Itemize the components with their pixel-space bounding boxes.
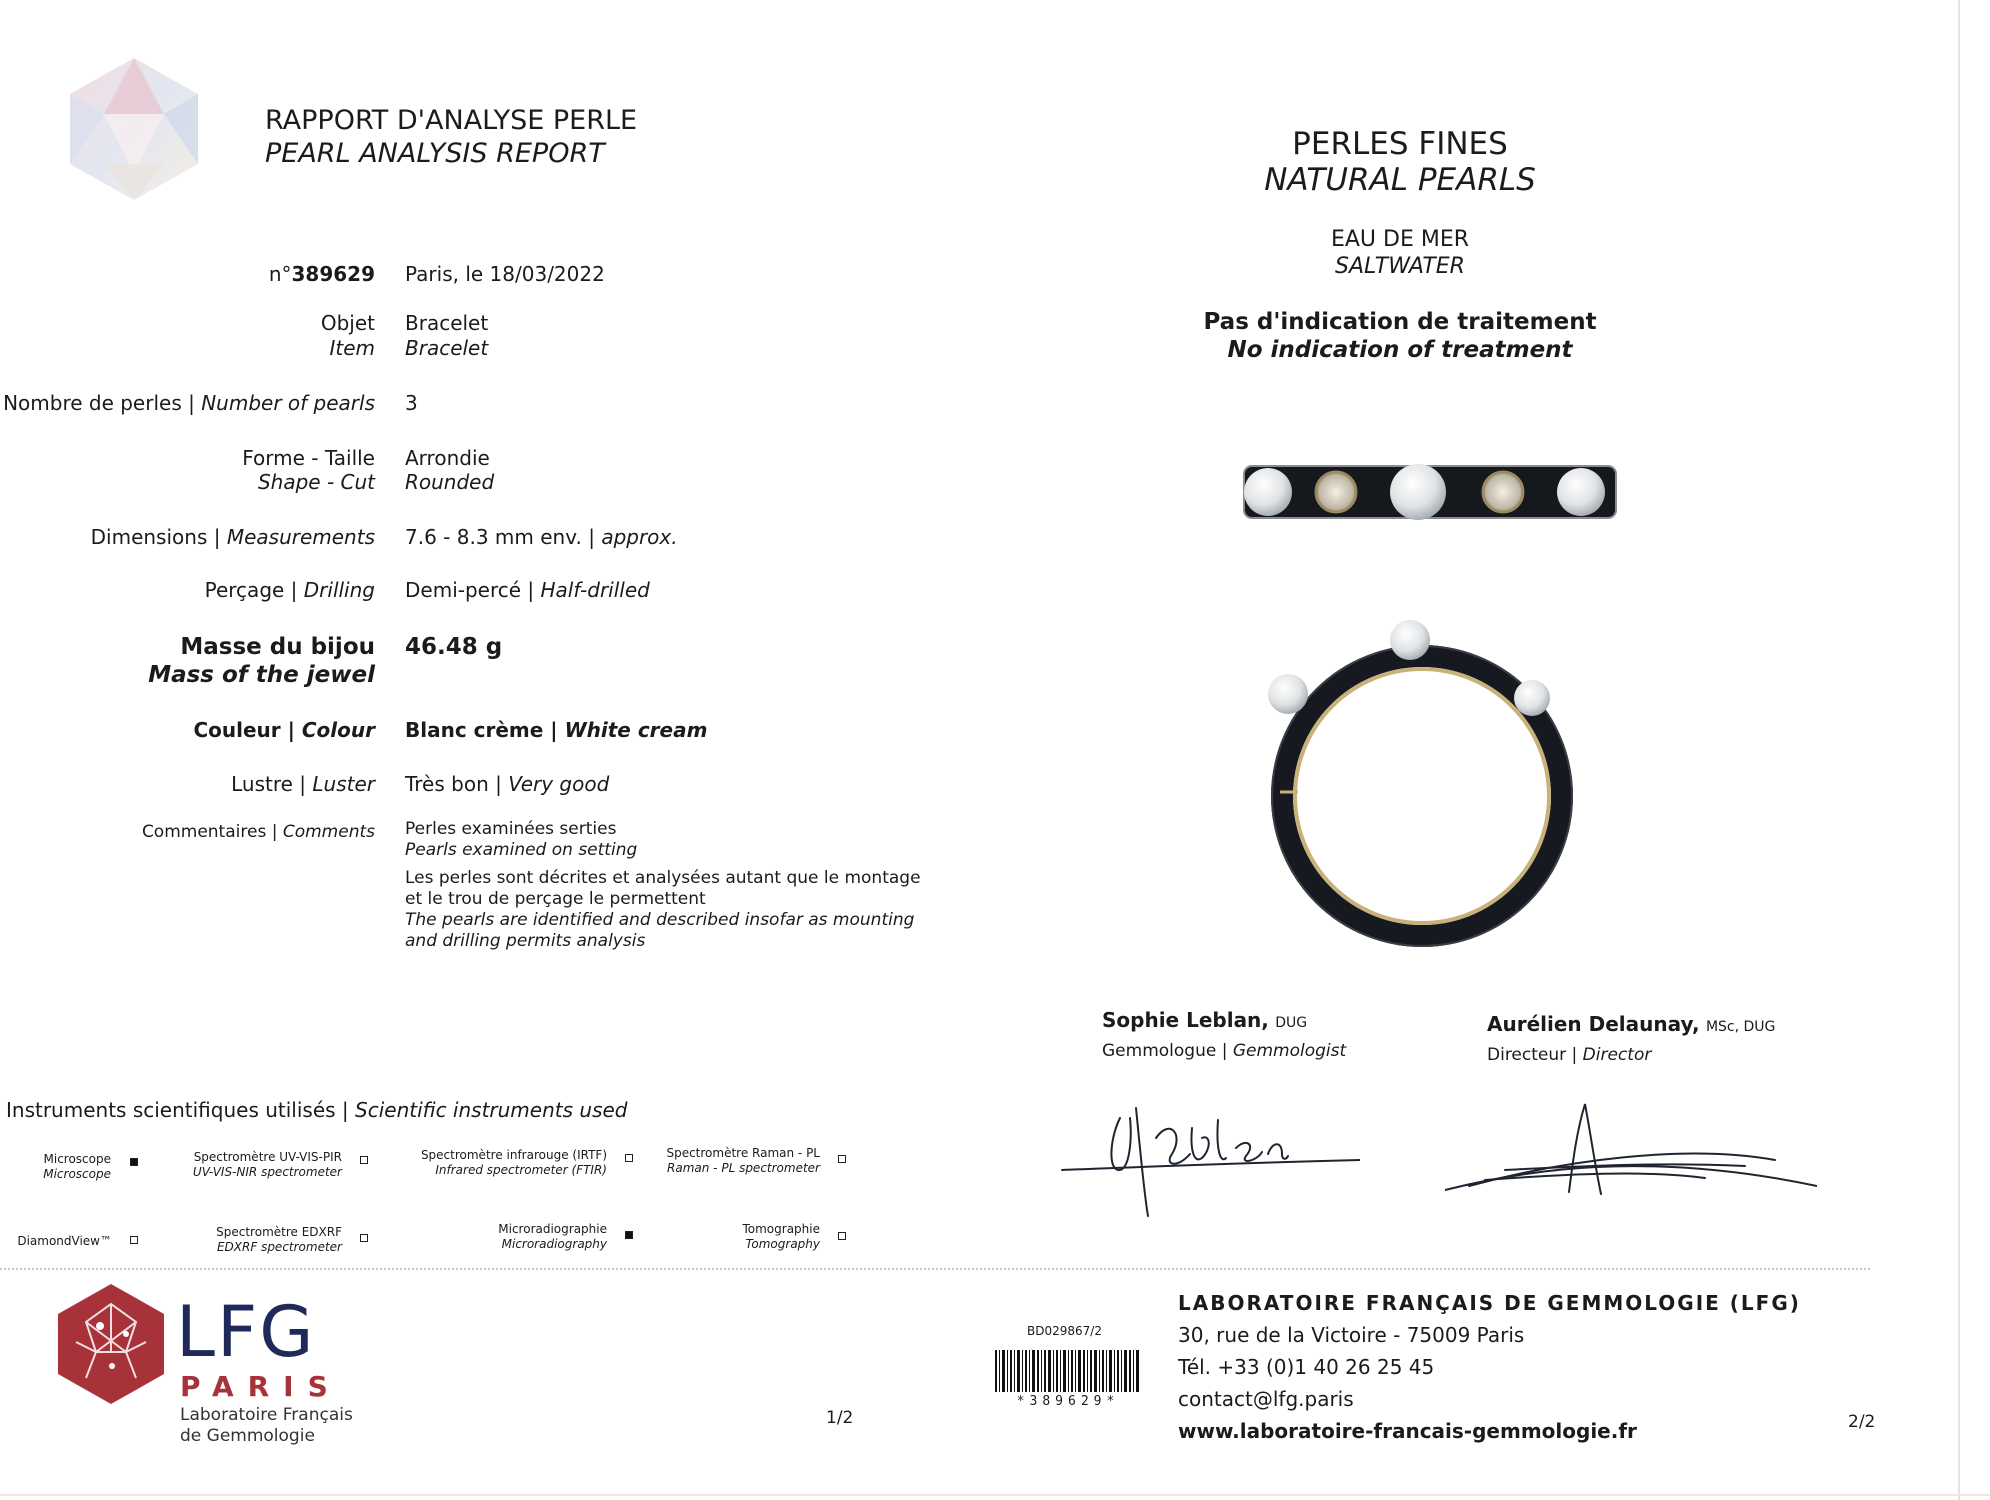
comment-line: Perles examinées serties: [405, 819, 617, 839]
result-treatment-fr: Pas d'indication de traitement: [1203, 309, 1597, 335]
result-treatment-en: No indication of treatment: [1227, 337, 1573, 363]
label-drilling: Perçage | Drilling: [204, 578, 375, 602]
instrument-edxrf: Spectromètre EDXRF EDXRF spectrometer: [216, 1225, 342, 1254]
lab-email-link[interactable]: contact@lfg.paris: [1178, 1387, 1354, 1411]
label-luster: Lustre | Luster: [231, 772, 375, 796]
watermark-gem-icon: [64, 54, 204, 204]
report-title-fr: RAPPORT D'ANALYSE PERLE: [265, 105, 638, 136]
instrument-irtf: Spectromètre infrarouge (IRTF) Infrared spectrometer (FTIR): [420, 1148, 607, 1177]
logo-subtitle-1: Laboratoire Français: [180, 1405, 353, 1425]
instrument-microradiography: Microradiographie Microradiography: [498, 1222, 607, 1251]
signatory-1-role: Gemmologue | Gemmologist: [1102, 1041, 1347, 1061]
instrument-irtf-checkbox: [625, 1154, 633, 1162]
value-item-fr: Bracelet: [405, 311, 489, 335]
label-mass-en: Mass of the jewel: [148, 662, 375, 688]
result-water-en: SALTWATER: [1335, 254, 1465, 279]
instrument-tomography-checkbox: [838, 1232, 846, 1240]
instrument-diamondview-checkbox: [130, 1236, 138, 1244]
label-mass-fr: Masse du bijou: [180, 634, 375, 660]
lfg-gem-logo-icon: [56, 1282, 166, 1406]
page-edge-bottom: [0, 1494, 1990, 1496]
page-number-right: 2/2: [1848, 1412, 1876, 1432]
label-item-fr: Objet: [320, 311, 375, 335]
comment-line: The pearls are identified and described insofar as mounting: [405, 910, 915, 930]
result-type-fr: PERLES FINES: [1292, 126, 1508, 162]
comment-line: Pearls examined on setting: [405, 840, 638, 860]
lab-phone: Tél. +33 (0)1 40 26 25 45: [1178, 1355, 1435, 1379]
result-water-fr: EAU DE MER: [1330, 227, 1470, 252]
instrument-uv-vis-checkbox: [360, 1156, 368, 1164]
signature-1-image: [1060, 1098, 1360, 1223]
signatory-1-name: Sophie Leblan, DUG: [1102, 1008, 1308, 1032]
instruments-heading: Instruments scientifiques utilisés | Scientific instruments used: [6, 1098, 628, 1122]
report-place-date: Paris, le 18/03/2022: [405, 262, 605, 286]
comment-line: and drilling permits analysis: [405, 931, 646, 951]
result-type-en: NATURAL PEARLS: [1264, 162, 1536, 198]
lab-address: 30, rue de la Victoire - 75009 Paris: [1178, 1323, 1525, 1347]
lab-name: LABORATOIRE FRANÇAIS DE GEMMOLOGIE (LFG): [1178, 1291, 1801, 1315]
barcode-id: BD029867/2: [1027, 1324, 1102, 1338]
page-number-left: 1/2: [826, 1408, 854, 1428]
footer-divider: [0, 1268, 1870, 1270]
instrument-microscope-checkbox: [130, 1158, 138, 1166]
barcode-image: [995, 1350, 1141, 1392]
instrument-diamondview: DiamondView™: [17, 1234, 112, 1248]
report-number: n°389629: [268, 262, 375, 286]
value-dimensions: 7.6 - 8.3 mm env. | approx.: [405, 525, 678, 549]
label-shape-fr: Forme - Taille: [242, 446, 375, 470]
label-dimensions: Dimensions | Measurements: [90, 525, 375, 549]
comment-line: Les perles sont décrites et analysées autant que le montage: [405, 868, 921, 888]
instrument-tomography: Tomographie Tomography: [742, 1222, 820, 1251]
instrument-raman-checkbox: [838, 1155, 846, 1163]
label-colour: Couleur | Colour: [193, 718, 375, 742]
value-colour: Blanc crème | White cream: [405, 718, 708, 742]
logo-lfg-text: LFG: [176, 1291, 316, 1373]
report-title-en: PEARL ANALYSIS REPORT: [265, 138, 605, 169]
value-number-of-pearls: 3: [405, 391, 418, 415]
comment-line: et le trou de perçage le permettent: [405, 889, 706, 909]
value-shape-en: Rounded: [405, 470, 495, 494]
page-edge-right: [1958, 0, 1960, 1500]
value-luster: Très bon | Very good: [405, 772, 610, 796]
label-item-en: Item: [329, 336, 375, 360]
value-drilling: Demi-percé | Half-drilled: [405, 578, 650, 602]
value-mass: 46.48 g: [405, 634, 503, 660]
value-shape-fr: Arrondie: [405, 446, 490, 470]
label-number-of-pearls: Nombre de perles | Number of pearls: [3, 391, 375, 415]
bracelet-side-view-image: [1262, 620, 1582, 950]
instrument-microradiography-checkbox: [625, 1231, 633, 1239]
instrument-edxrf-checkbox: [360, 1234, 368, 1242]
bracelet-top-view-image: [1240, 458, 1620, 526]
instrument-microscope: Microscope Microscope: [43, 1152, 111, 1181]
signatory-2-role: Directeur | Director: [1487, 1045, 1652, 1065]
value-item-en: Bracelet: [405, 336, 489, 360]
label-comments: Commentaires | Comments: [141, 822, 375, 842]
instrument-raman: Spectromètre Raman - PL Raman - PL spectrometer: [666, 1146, 820, 1175]
logo-paris-text: PARIS: [180, 1370, 342, 1403]
label-shape-en: Shape - Cut: [257, 470, 375, 494]
signatory-2-name: Aurélien Delaunay, MSc, DUG: [1487, 1012, 1776, 1036]
comments-block: [405, 819, 921, 952]
barcode-text: *389629*: [1016, 1394, 1120, 1409]
lab-website-link[interactable]: www.laboratoire-francais-gemmologie.fr: [1178, 1419, 1637, 1443]
signature-2-image: [1445, 1100, 1817, 1200]
instrument-uv-vis: Spectromètre UV-VIS-PIR UV-VIS-NIR spectrometer: [192, 1150, 342, 1179]
logo-subtitle-2: de Gemmologie: [180, 1426, 315, 1446]
